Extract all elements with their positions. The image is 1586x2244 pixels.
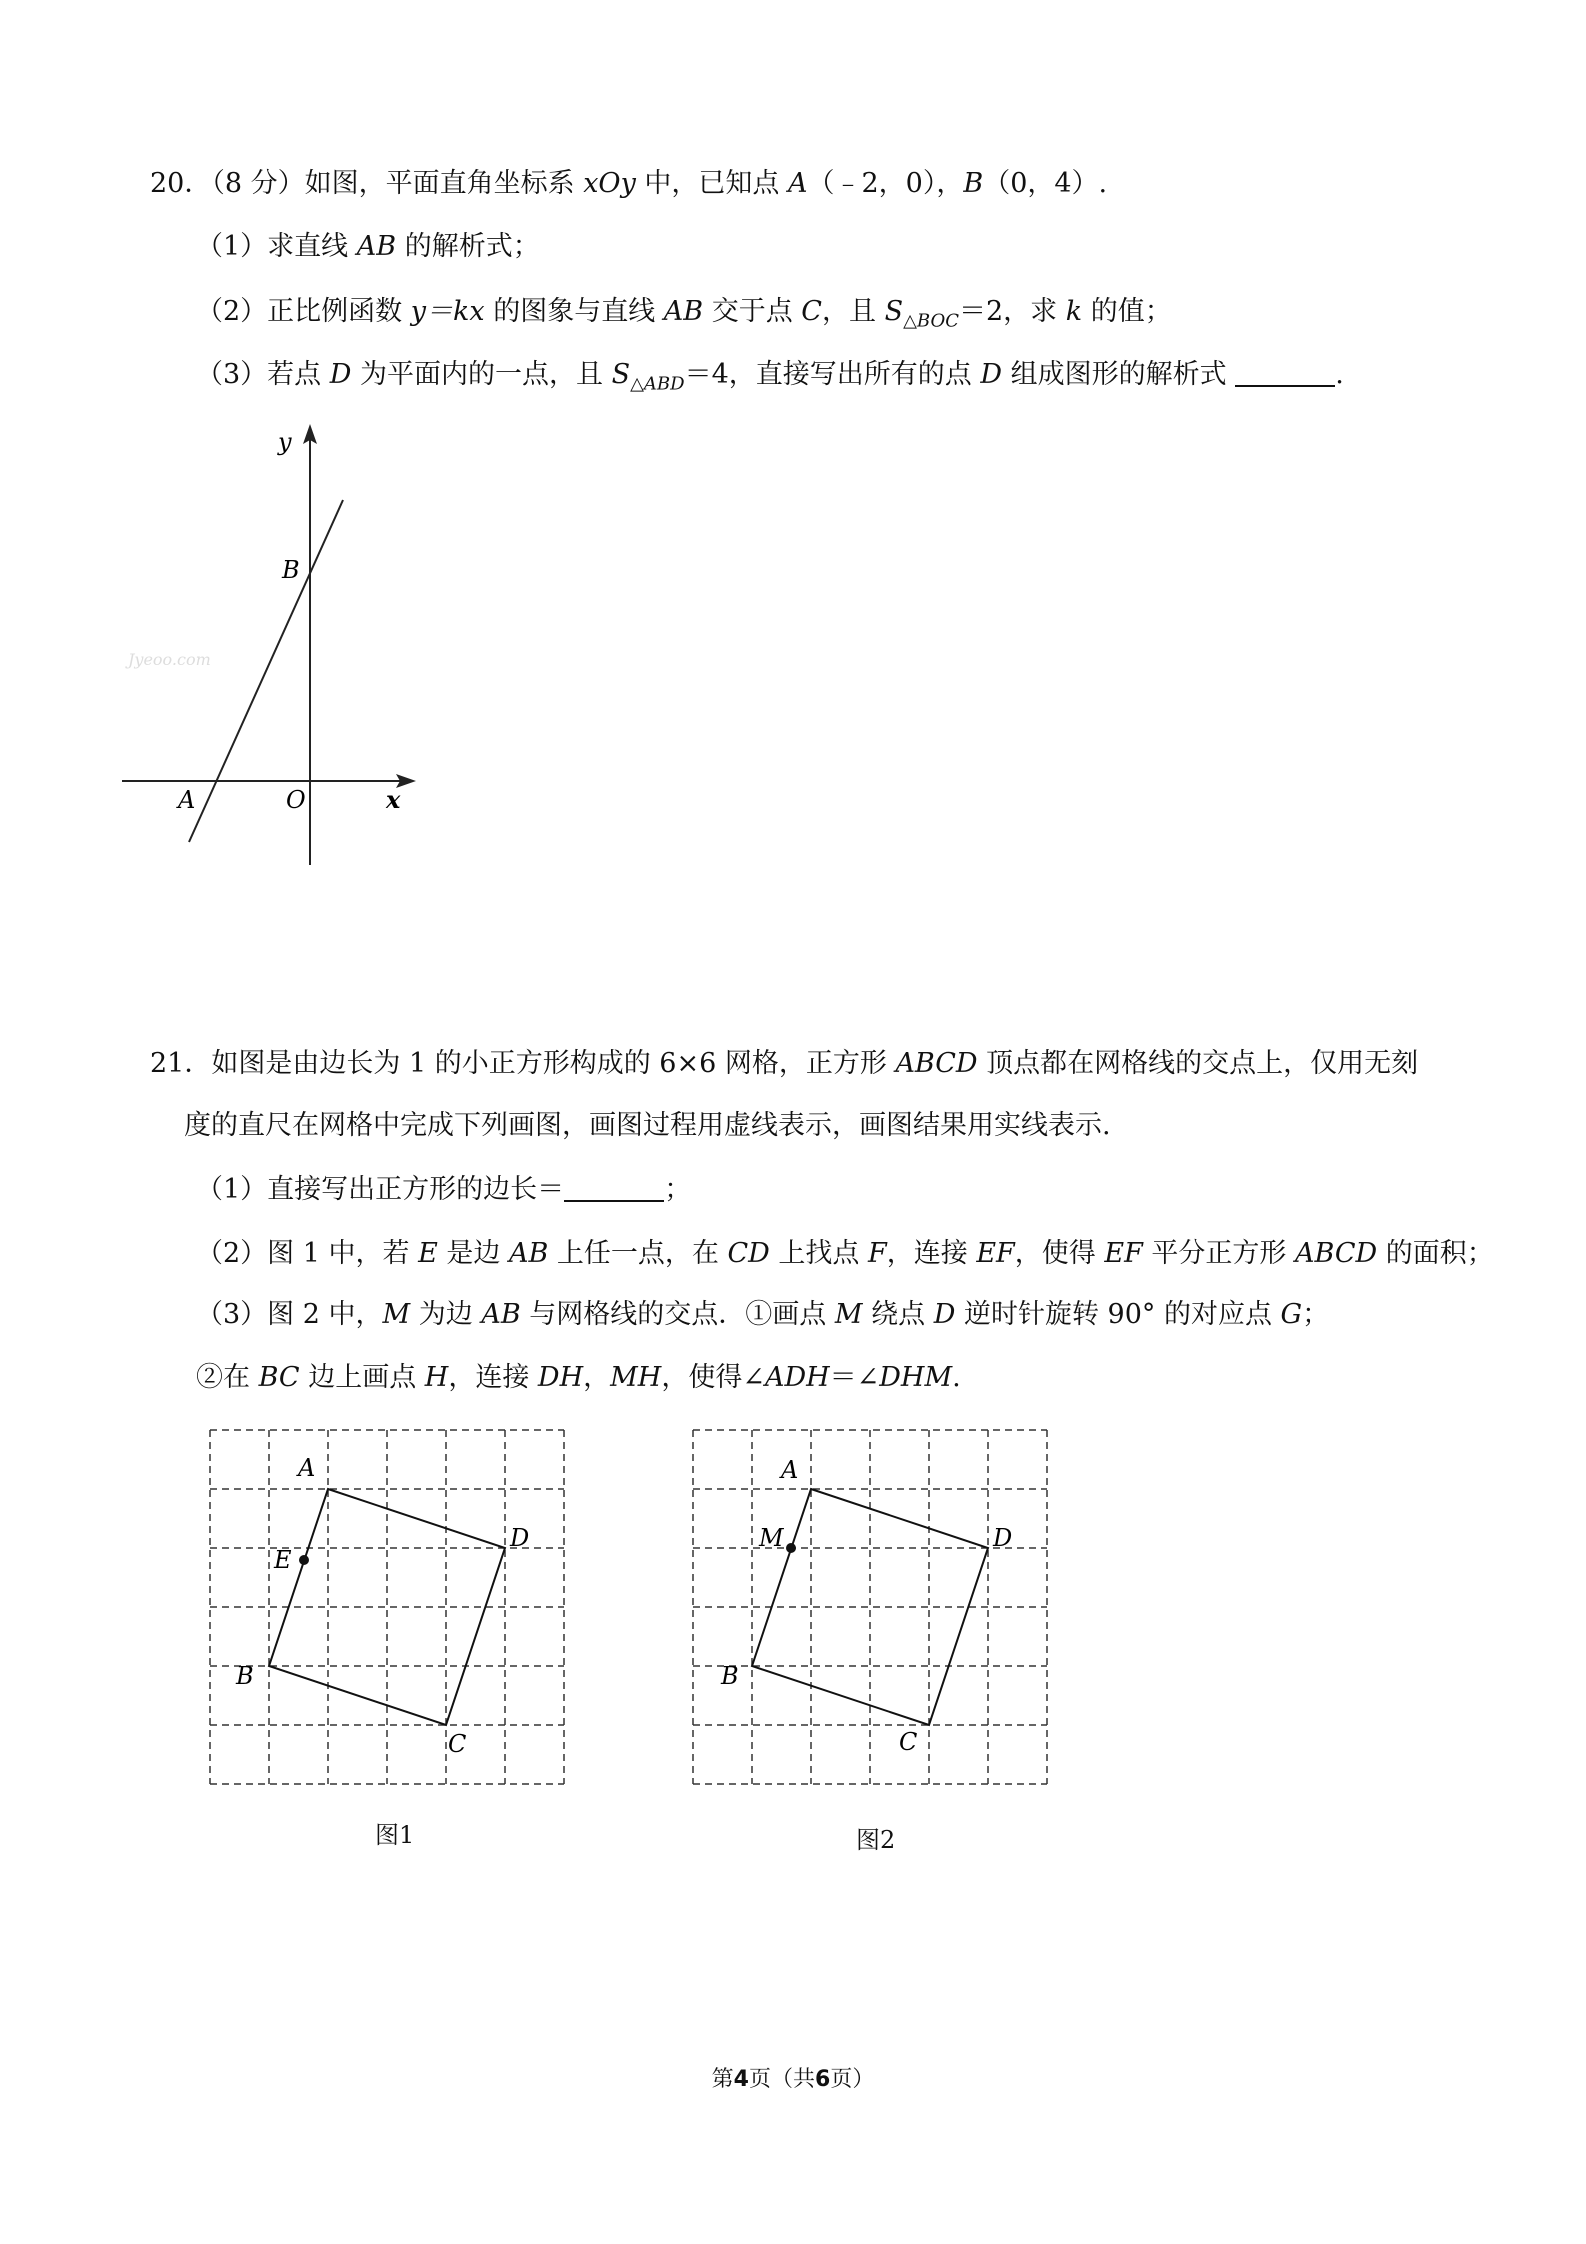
- page-footer: 第4页（共6页）: [711, 2067, 875, 2092]
- q20-line1: 20．（8 分）如图，平面直角坐标系 xOy 中，已知点 A（﹣2，0），B（0，4）.: [150, 168, 1108, 199]
- grid-lines: [210, 1430, 564, 1784]
- label-y: y: [278, 428, 292, 456]
- label-o: O: [286, 786, 306, 814]
- label-a: A: [781, 1456, 799, 1484]
- q21-line2: 度的直尺在网格中完成下列画图，画图过程用虚线表示，画图结果用实线表示.: [184, 1110, 1111, 1141]
- label-a: A: [298, 1454, 316, 1482]
- line-ab: [189, 500, 343, 842]
- label-e: E: [274, 1546, 292, 1574]
- q20-part1: （1）求直线 AB 的解析式；: [196, 231, 540, 262]
- label-m: M: [759, 1524, 784, 1552]
- answer-blank-q21: [564, 1172, 664, 1202]
- label-c: C: [899, 1728, 918, 1756]
- q21-part3: （3）图 2 中，M 为边 AB 与网格线的交点．①画点 M 绕点 D 逆时针旋转 90° 的对应点 G；: [196, 1299, 1330, 1330]
- label-d: D: [510, 1524, 530, 1552]
- point-e: [299, 1555, 309, 1565]
- label-b: B: [236, 1662, 254, 1690]
- square-abcd: [269, 1489, 505, 1725]
- square-abcd: [752, 1489, 988, 1725]
- point-m: [786, 1543, 796, 1553]
- q21-part1: （1）直接写出正方形的边长＝ ；: [196, 1174, 692, 1205]
- caption-figure-2: 图2: [856, 1826, 896, 1854]
- watermark: Jyeoo.com: [128, 650, 211, 669]
- label-a: A: [178, 786, 196, 814]
- label-x: x: [386, 785, 401, 814]
- grid-lines: [693, 1430, 1047, 1784]
- q21-line1: 21．如图是由边长为 1 的小正方形构成的 6×6 网格，正方形 ABCD 顶点都在网格线的交点上，仅用无刻: [150, 1048, 1419, 1079]
- label-d: D: [993, 1524, 1013, 1552]
- grid-figure-1: [190, 1410, 590, 1810]
- label-c: C: [448, 1730, 467, 1758]
- grid-figure-2: [673, 1410, 1073, 1810]
- answer-blank-q20: [1235, 357, 1335, 387]
- q20-coordinate-figure: [110, 410, 430, 870]
- q21-part2: （2）图 1 中，若 E 是边 AB 上任一点，在 CD 上找点 F，连接 EF，使得 EF 平分正方形 ABCD 的面积；: [196, 1238, 1494, 1269]
- q20-part3: （3）若点 D 为平面内的一点，且 $S_{\triangle ABD}=4$，直接写出所有的点 D 组成图形的解析式 .: [196, 359, 1344, 395]
- q20-part2: （2）正比例函数 y＝kx 的图象与直线 AB 交于点 C，且 $S_{\triangle BOC}=2$，求 k 的值；: [196, 296, 1172, 332]
- q21-part3-2: ②在 BC 边上画点 H，连接 DH，MH，使得∠ADH＝∠DHM.: [196, 1362, 961, 1393]
- label-b: B: [282, 556, 300, 584]
- caption-figure-1: 图1: [375, 1821, 415, 1849]
- label-b: B: [721, 1662, 739, 1690]
